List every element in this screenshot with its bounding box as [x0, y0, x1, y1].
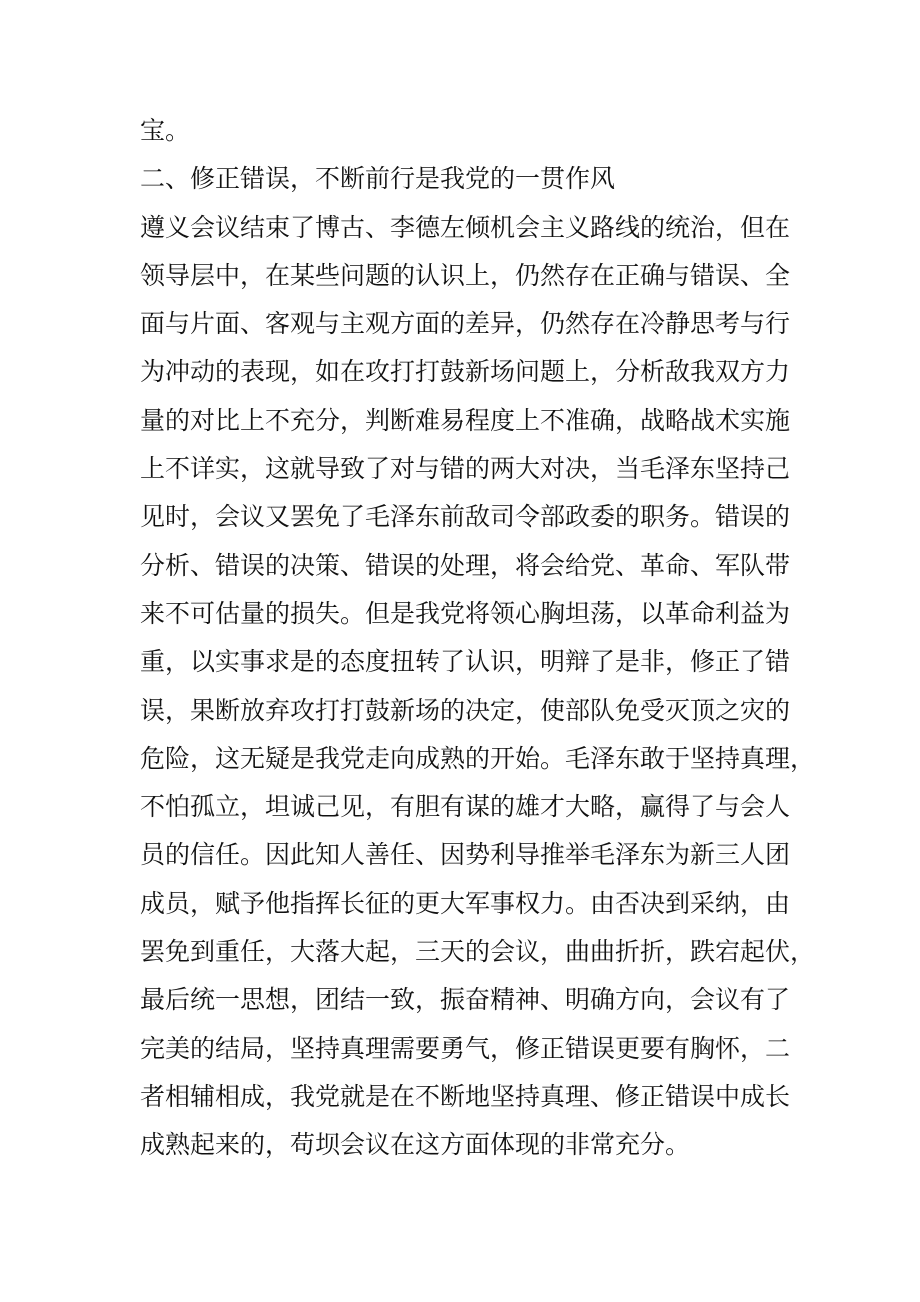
text-line: 成员，赋予他指挥长征的更大军事权力。由否决到采纳，由 — [140, 888, 791, 918]
body-text — [140, 107, 816, 1170]
text-line: 重，以实事求是的态度扭转了认识，明辩了是非，修正了错 — [140, 647, 791, 677]
text-line: 危险，这无疑是我党走向成熟的开始。毛泽东敢于坚持真理， — [140, 743, 816, 773]
text-line: 为冲动的表现，如在攻打打鼓新场问题上，分析敌我双方力 — [140, 357, 791, 387]
text-line: 量的对比上不充分，判断难易程度上不准确，战略战术实施 — [140, 405, 791, 435]
text-line: 来不可估量的损失。但是我党将领心胸坦荡，以革命利益为 — [140, 598, 791, 628]
text-line: 误，果断放弃攻打打鼓新场的决定，使部队免受灭顶之灾的 — [140, 695, 791, 725]
text-line: 遵义会议结束了博古、李德左倾机会主义路线的统治，但在 — [140, 212, 791, 242]
text-line: 完美的结局，坚持真理需要勇气，修正错误更要有胸怀，二 — [140, 1033, 791, 1063]
text-line: 面与片面、客观与主观方面的差异，仍然存在冷静思考与行 — [140, 309, 791, 339]
text-line: 上不详实，这就导致了对与错的两大对决，当毛泽东坚持己 — [140, 454, 791, 484]
section-heading: 二、修正错误，不断前行是我党的一贯作风 — [140, 164, 616, 194]
text-line: 员的信任。因此知人善任、因势利导推举毛泽东为新三人团 — [140, 840, 791, 870]
text-line-continuation: 宝。 — [140, 116, 191, 145]
text-line: 领导层中，在某些问题的认识上，仍然存在正确与错误、全 — [140, 260, 791, 290]
text-line: 见时，会议又罢免了毛泽东前敌司令部政委的职务。错误的 — [140, 502, 791, 532]
text-line: 最后统一思想，团结一致，振奋精神、明确方向，会议有了 — [140, 985, 791, 1015]
text-line: 罢免到重任，大落大起，三天的会议，曲曲折折，跌宕起伏， — [140, 937, 816, 967]
text-line: 分析、错误的决策、错误的处理，将会给党、革命、军队带 — [140, 550, 791, 580]
text-line: 者相辅相成，我党就是在不断地坚持真理、修正错误中成长 — [140, 1081, 791, 1111]
text-line: 不怕孤立，坦诚己见，有胆有谋的雄才大略，赢得了与会人 — [140, 792, 791, 822]
text-line-final: 成熟起来的，苟坝会议在这方面体现的非常充分。 — [140, 1130, 691, 1160]
